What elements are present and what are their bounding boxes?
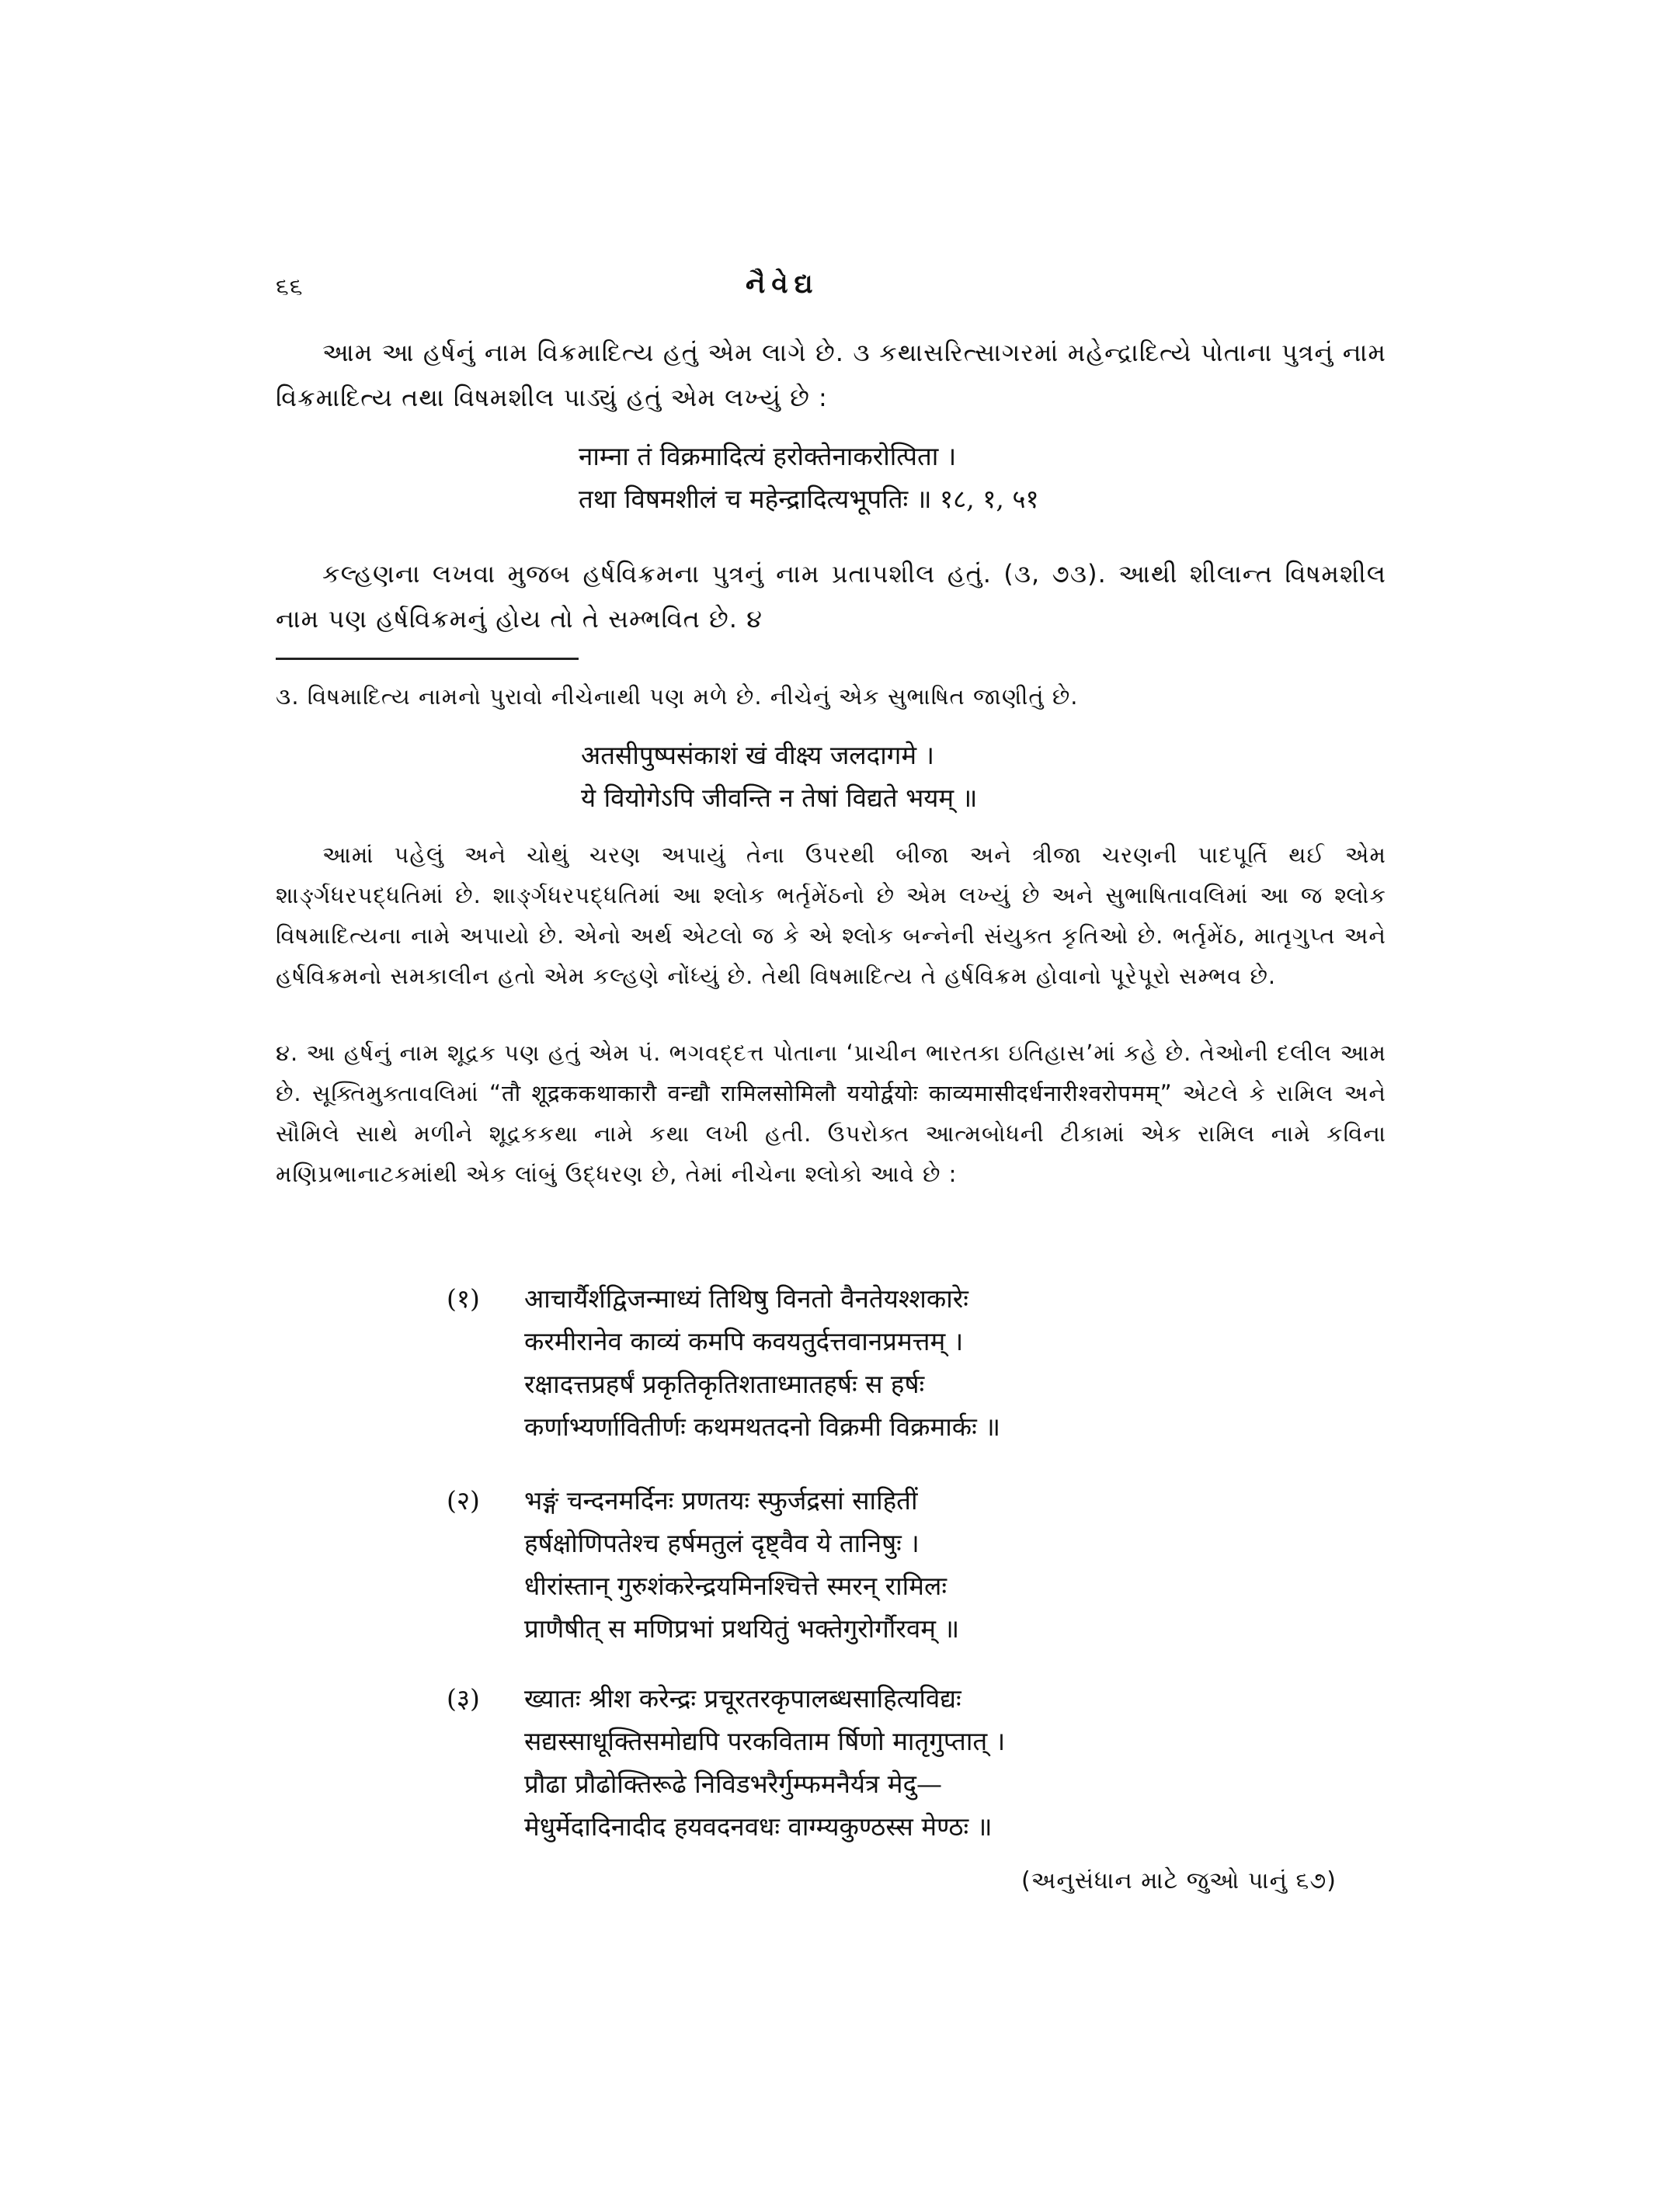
verse-line xyxy=(447,1677,1005,1720)
verse-1 xyxy=(447,1277,1000,1448)
footnote-verse-line: अतसीपुष्पसंकाशं खं वीक्ष्य जलदागमे । xyxy=(581,740,935,770)
page-number: ૬૬ xyxy=(276,273,304,300)
sanskrit-quote-1 xyxy=(579,435,1039,520)
footnote-verse-line: ये वियोगेऽपि जीवन्ति न तेषां विद्यते भयम् ॥ xyxy=(581,783,978,813)
verse-line: रक्षादत्तप्रहर्षं प्रकृतिकृतिशताध्मातहर्षः स हर्षः xyxy=(524,1369,925,1399)
verse-text: ख्यातः श्रीश करेन्द्रः प्रचूरतरकृपालब्धसाहित्यविद्यः xyxy=(524,1683,961,1714)
continuation-note: (અનુસંધાન માટે જુઓ પાનું ૬૭) xyxy=(1021,1867,1337,1894)
verse-number: (३) xyxy=(447,1683,480,1714)
verse-line: प्रौढा प्रौढोक्तिरूढे निविडभरैर्गुम्फमनैर्यत्र मेदु— xyxy=(524,1769,942,1799)
body-paragraph-2: કલ્હણના લખવા મુજબ હર્ષવિક્રમના પુત્રનું નામ પ્રતાપશીલ હતું. (૩, ૭૩). આથી શીલાન્ત વિષમશીલ નામ પણ હર્ષવિક્રમનું હોય તો તે સમ્ભવિત છે. ૪ xyxy=(276,559,1386,634)
verse-line: प्राणैषीत् स मणिप्रभां प्रथयितुं भक्तेगुरोर्गौरवम् ॥ xyxy=(524,1613,960,1644)
body-paragraph-1: આમ આ હર્ષનું નામ વિક્રમાદિત્ય હતું એમ લાગે છે. ૩ કથાસરિત્સાગરમાં મહેન્દ્રાદિત્યે પોતાના પુત્રનું નામ વિક્રમાદિત્ય તથા વિષમશીલ પાડ્યું હતું એમ લખ્યું છે : xyxy=(276,338,1386,412)
verse-line: करमीरानेव काव्यं कमपि कवयतुर्दत्तवानप्रमत्तम् । xyxy=(524,1326,964,1356)
verse-number: (१) xyxy=(447,1283,480,1314)
footnote-3-paragraph: આમાં પહેલું અને ચોથું ચરણ અપાયું તેના ઉપરથી બીજા અને ત્રીજા ચરણની પાદપૂર્તિ થઈ એમ શાર્ઙ્ગધરપદ્ધતિમાં છે. શાર્ઙ્ગધરપદ્ધતિમાં આ શ્લોક ભર્તૃમેંઠનો છે એમ લખ્યું છે અને સુભાષિતાવલિમાં આ જ શ્લોક વિષમાદિત્યના નામે અપાયો છે. એનો અર્થ એટલો જ કે એ શ્લોક બન્નેની સંયુક્ત કૃતિઓ છે. ભર્તૃમેંઠ, માતૃગુપ્ત અને હર્ષવિક્રમનો સમકાલીન હતો એમ કલ્હણે નોંધ્યું છે. તેથી વિષમાદિત્ય તે હર્ષવિક્રમ હોવાનો પૂરેપૂરો સમ્ભવ છે. xyxy=(276,842,1386,989)
verse-text: भङ्गं चन्दनमर्दिनः प्रणतयः स्फुर्जद्रसां साहितीं xyxy=(524,1485,918,1516)
verse-number: (२) xyxy=(447,1485,480,1516)
sanskrit-quote-line: नाम्ना तं विक्रमादित्यं हरोक्तेनाकरोत्पिता । xyxy=(579,441,957,471)
footnote-3: ૩. વિષમાદિત્ય નામનો પુરાવો નીચેનાથી પણ મળે છે. નીચેનું એક સુભાષિત જાણીતું છે. xyxy=(276,683,1079,710)
verse-line: मेधुर्मेदादिनादीद हयवदनवधः वाग्म्यकुण्ठस्स मेण्ठः ॥ xyxy=(524,1811,993,1842)
footnote-divider xyxy=(276,658,579,660)
verse-line: हर्षक्षोणिपतेश्च हर्षमतुलं दृष्ट्वैव ये तानिषुः । xyxy=(524,1528,920,1558)
verse-3 xyxy=(447,1677,1005,1848)
verse-line: कर्णाभ्यर्णावितीर्णः कथमथतदनो विक्रमी विक्रमार्कः ॥ xyxy=(524,1412,1001,1442)
verse-line xyxy=(447,1277,1000,1320)
verse-line xyxy=(447,1479,959,1522)
verse-2 xyxy=(447,1479,959,1650)
sanskrit-quote-line: तथा विषमशीलं च महेन्द्रादित्यभूपतिः ॥ १८, १, ५१ xyxy=(579,484,1039,514)
verse-line: सद्यस्साधूक्तिसमोद्यपि परकविताम र्षिणो मातृगुप्तात् । xyxy=(524,1726,1006,1756)
verse-line: धीरांस्तान् गुरुशंकरेन्द्रयमिनश्चित्ते स्मरन् रामिलः xyxy=(524,1571,947,1601)
footnote-3-verse xyxy=(581,734,977,819)
verse-text: आचार्यैर्शद्विजन्माध्यं तिथिषु विनतो वैनतेयश्शकारेः xyxy=(524,1283,968,1314)
page-title: નૈવેદ્ય xyxy=(746,269,819,300)
footnote-4-paragraph: ૪. આ હર્ષનું નામ શૂદ્રક પણ હતું એમ પં. ભગવદ્દત્ત પોતાના ‘પ્રાચીન ભારતકા ઇતિહાસ’માં કહે છે. તેઓની દલીલ આમ છે. સૂક્તિમુક્તાવલિમાં “तौ शूद्रककथाकारौ वन्द्यौ रामिलसोमिलौ ययोर्द्वयोः काव्यमासीदर्धनारीश्वरोपमम्” એટલે કે રામિલ અને સૌમિલે સાથે મળીને શૂદ્રકકથા નામે કથા લખી હતી. ઉપરોક્ત આત્મબોધની ટીકામાં એક રામિલ નામે કવિના મણિપ્રભાનાટકમાંથી એક લાંબું ઉદ્ધરણ છે, તેમાં નીચેના શ્લોકો આવે છે : xyxy=(276,1040,1386,1187)
